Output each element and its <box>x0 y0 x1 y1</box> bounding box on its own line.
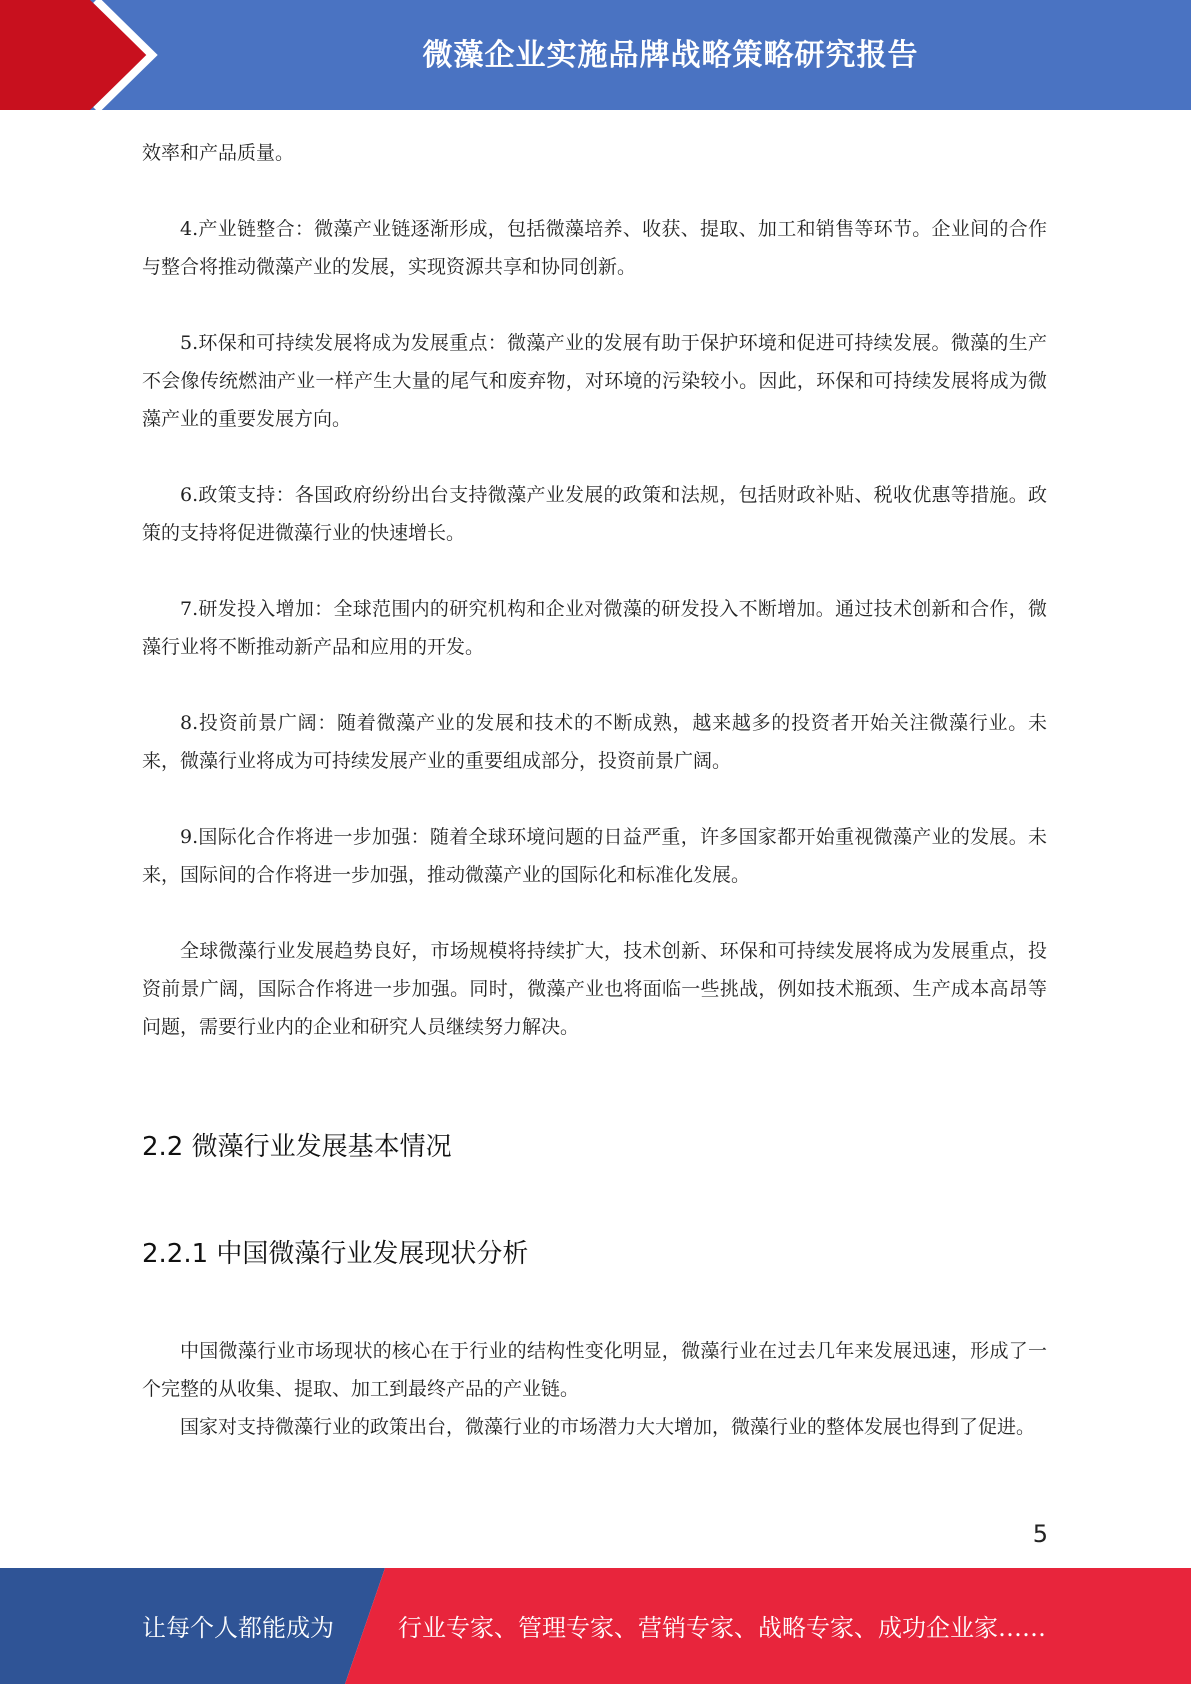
paragraph-item-5: 5.环保和可持续发展将成为发展重点：微藻产业的发展有助于保护环境和促进可持续发展。微藻的生产不会像传统燃油产业一样产生大量的尾气和废弃物，对环境的污染较小。因此，环保和可持续发展将成为微藻产业的重要发展方向。 <box>142 332 1047 430</box>
footer-slogan-left: 让每个人都能成为 <box>142 1614 334 1642</box>
report-title: 微藻企业实施品牌战略策略研究报告 <box>422 38 919 73</box>
section-heading-2-2: 2.2 微藻行业发展基本情况 <box>142 1132 452 1162</box>
paragraph-china-1: 中国微藻行业市场现状的核心在于行业的结构性变化明显，微藻行业在过去几年来发展迅速，形成了一个完整的从收集、提取、加工到最终产品的产业链。 <box>142 1340 1047 1400</box>
page-content <box>142 134 1047 1446</box>
paragraph-item-7: 7.研发投入增加：全球范围内的研究机构和企业对微藻的研发投入不断增加。通过技术创新和合作，微藻行业将不断推动新产品和应用的开发。 <box>142 598 1047 658</box>
footer-slogan-right: 行业专家、管理专家、营销专家、战略专家、成功企业家…… <box>398 1614 1046 1642</box>
section-heading-2-2-1: 2.2.1 中国微藻行业发展现状分析 <box>142 1239 529 1269</box>
paragraph-intro: 效率和产品质量。 <box>142 142 295 164</box>
paragraph-item-8: 8.投资前景广阔：随着微藻产业的发展和技术的不断成熟，越来越多的投资者开始关注微藻行业。未来，微藻行业将成为可持续发展产业的重要组成部分，投资前景广阔。 <box>142 712 1047 772</box>
paragraph-item-9: 9.国际化合作将进一步加强：随着全球环境问题的日益严重，许多国家都开始重视微藻产业的发展。未来，国际间的合作将进一步加强，推动微藻产业的国际化和标准化发展。 <box>142 826 1047 886</box>
paragraph-item-6: 6.政策支持：各国政府纷纷出台支持微藻产业发展的政策和法规，包括财政补贴、税收优惠等措施。政策的支持将促进微藻行业的快速增长。 <box>142 484 1047 544</box>
paragraph-item-4: 4.产业链整合：微藻产业链逐渐形成，包括微藻培养、收获、提取、加工和销售等环节。企业间的合作与整合将推动微藻产业的发展，实现资源共享和协同创新。 <box>142 218 1047 278</box>
page-header <box>0 0 1191 110</box>
paragraph-china-2: 国家对支持微藻行业的政策出台，微藻行业的市场潜力大大增加，微藻行业的整体发展也得到了促进。 <box>180 1416 1036 1438</box>
header-red-chevron <box>0 0 148 110</box>
page-footer <box>0 1568 1191 1684</box>
paragraph-summary: 全球微藻行业发展趋势良好，市场规模将持续扩大，技术创新、环保和可持续发展将成为发展重点，投资前景广阔，国际合作将进一步加强。同时，微藻产业也将面临一些挑战，例如技术瓶颈、生产成本高昂等问题，需要行业内的企业和研究人员继续努力解决。 <box>142 940 1047 1038</box>
page-number: 5 <box>1032 1520 1048 1548</box>
